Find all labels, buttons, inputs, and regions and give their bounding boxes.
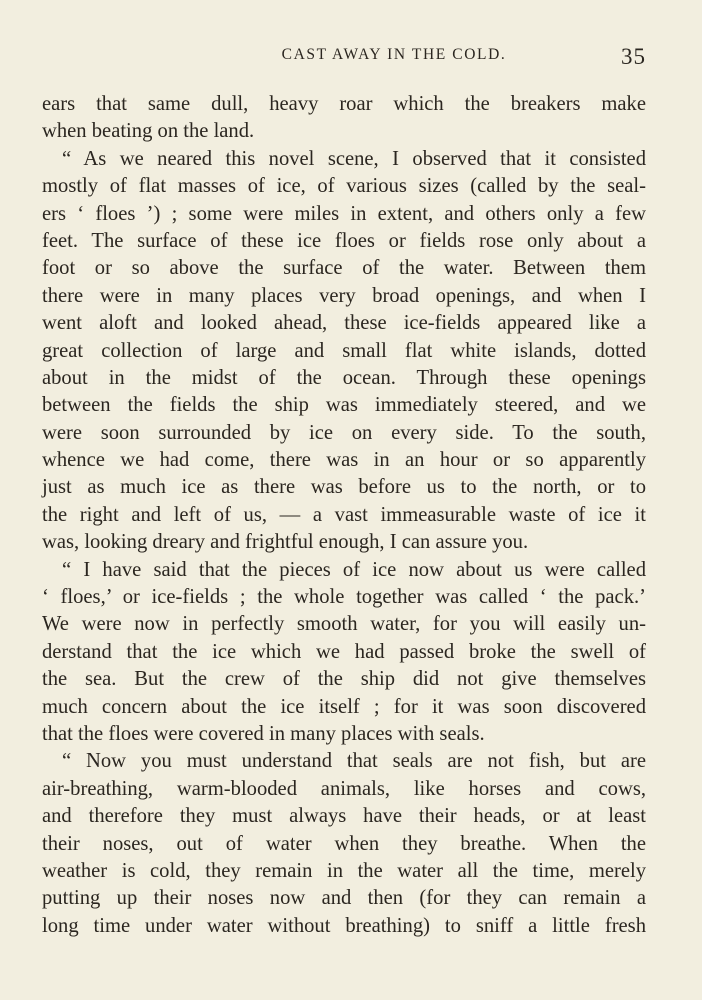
- text-line: just as much ice as there was before us to the north, or to: [42, 476, 646, 499]
- running-head: [42, 44, 646, 74]
- body-text: [42, 91, 646, 940]
- text-line: and therefore they must always have their heads, or at least: [42, 805, 646, 828]
- text-line: ‘ floes,’ or ice-fields ; the whole together was called ‘ the pack.’: [42, 586, 646, 609]
- text-line: “ I have said that the pieces of ice now about us were called: [62, 558, 646, 581]
- text-line: the right and left of us, — a vast immeasurable waste of ice it: [42, 503, 646, 526]
- text-line: ears that same dull, heavy roar which the breakers make: [42, 93, 646, 115]
- text-line: much concern about the ice itself ; for it was soon discovered: [42, 695, 646, 718]
- text-line: putting up their noses now and then (for they can remain a: [42, 887, 646, 910]
- text-line: the sea. But the crew of the ship did not give themselves: [42, 668, 646, 691]
- text-line: ers ‘ floes ’) ; some were miles in extent, and others only a few: [42, 202, 646, 225]
- text-line: mostly of flat masses of ice, of various sizes (called by the seal-: [42, 175, 646, 198]
- text-line: great collection of large and small flat white islands, dotted: [42, 339, 646, 362]
- text-line: their noses, out of water when they breathe. When the: [42, 832, 646, 855]
- page-number: 35: [621, 44, 646, 69]
- text-line: long time under water without breathing) to sniff a little fresh: [42, 914, 646, 937]
- text-line: “ As we neared this novel scene, I observed that it consisted: [62, 147, 646, 170]
- text-line: about in the midst of the ocean. Through these openings: [42, 366, 646, 389]
- text-line: weather is cold, they remain in the water all the time, merely: [42, 859, 646, 882]
- text-line: that the floes were covered in many places with seals.: [42, 722, 485, 745]
- text-line: feet. The surface of these ice floes or fields rose only about a: [42, 229, 646, 252]
- text-line: when beating on the land.: [42, 120, 255, 143]
- text-line: derstand that the ice which we had passed broke the swell of: [42, 640, 646, 663]
- text-line: We were now in perfectly smooth water, for you will easily un-: [42, 613, 646, 636]
- text-line: were soon surrounded by ice on every side. To the south,: [42, 421, 646, 444]
- text-line: there were in many places very broad openings, and when I: [42, 284, 646, 307]
- text-line: “ Now you must understand that seals are not fish, but are: [62, 750, 646, 773]
- text-line: air-breathing, warm-blooded animals, like horses and cows,: [42, 777, 646, 800]
- text-line: was, looking dreary and frightful enough, I can assure you.: [42, 531, 529, 554]
- text-line: between the fields the ship was immediately steered, and we: [42, 394, 646, 417]
- text-line: went aloft and looked ahead, these ice-fields appeared like a: [42, 312, 646, 335]
- running-title: CAST AWAY IN THE COLD.: [281, 46, 507, 63]
- text-line: whence we had come, there was in an hour or so apparently: [42, 449, 646, 472]
- text-line: foot or so above the surface of the water. Between them: [42, 257, 646, 280]
